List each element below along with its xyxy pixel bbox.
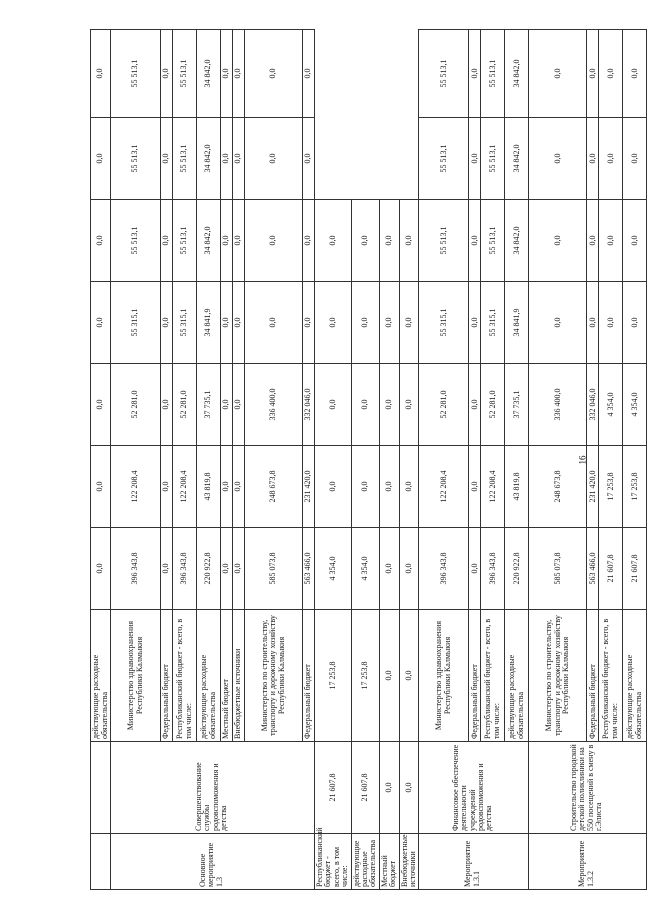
amount-cell: 0,0 [529,30,587,118]
amount-cell: 0,0 [315,200,352,282]
amount-cell: 231 420,0 [587,446,599,528]
amount-cell: 0,0 [303,118,315,200]
funding-source: Местный бюджет [221,610,233,742]
amount-cell: 4 354,0 [623,364,647,446]
amount-cell: 0,0 [599,30,623,118]
amount-cell: 55 513,1 [173,200,197,282]
amount-cell: 55 513,1 [481,200,505,282]
amount-cell: 0,0 [399,282,419,364]
amount-cell: 0,0 [303,282,315,364]
amount-cell: 0,0 [469,282,481,364]
amount-cell: 220 922,8 [505,528,529,610]
table-row [419,30,469,890]
amount-cell: 55 315,1 [419,282,469,364]
amount-cell: 0,0 [245,282,303,364]
event-name-cell [91,742,111,834]
funding-source: Федеральный бюджет [587,610,599,742]
event-number-cell [419,834,529,890]
amount-cell: 336 400,0 [529,364,587,446]
event-name-cell [111,742,315,834]
table-row [351,30,379,890]
amount-cell: 332 046,0 [587,364,599,446]
amount-cell: 0,0 [587,200,599,282]
amount-cell: 55 315,1 [481,282,505,364]
amount-cell: 55 513,1 [481,118,505,200]
funding-source: Республиканский бюджет - всего, в том числе: [173,610,197,742]
amount-cell: 0,0 [245,118,303,200]
amount-cell: 55 513,1 [111,200,161,282]
amount-cell: 0,0 [623,282,647,364]
event-number: Основное мероприятие 1.3 [197,842,224,887]
event-number: Мероприятие 1.3.2 [577,840,595,887]
amount-cell: 55 513,1 [111,118,161,200]
amount-cell: 0,0 [469,200,481,282]
amount-cell: 0,0 [91,282,111,364]
amount-cell: 52 281,0 [419,364,469,446]
funding-source: Министерство по строительству, транспорту и дорожному хозяйству Республики Калмыкия [245,610,303,742]
amount-cell: 4 354,0 [351,528,379,610]
rotated-table-wrapper [90,30,643,890]
amount-cell: 0,0 [303,30,315,118]
amount-cell: 0,0 [379,200,399,282]
amount-cell: 0,0 [587,30,599,118]
amount-cell: 0,0 [315,282,352,364]
funding-source: Федеральный бюджет [161,610,173,742]
amount-cell: 0,0 [399,200,419,282]
amount-cell: 0,0 [91,446,111,528]
amount-cell: 0,0 [233,446,245,528]
amount-cell: 0,0 [233,528,245,610]
amount-cell: 0,0 [469,364,481,446]
amount-cell: 585 073,8 [529,528,587,610]
amount-cell: 0,0 [379,610,399,742]
amount-cell: 0,0 [221,118,233,200]
amount-cell: 122 208,4 [419,446,469,528]
amount-cell: 0,0 [221,30,233,118]
amount-cell: 0,0 [469,118,481,200]
table-row [91,30,111,890]
amount-cell: 0,0 [315,446,352,528]
amount-cell: 0,0 [587,118,599,200]
amount-cell: 0,0 [587,282,599,364]
amount-cell: 0,0 [379,528,399,610]
amount-cell: 34 842,0 [197,118,221,200]
amount-cell: 0,0 [399,446,419,528]
amount-cell: 122 208,4 [111,446,161,528]
amount-cell: 0,0 [91,364,111,446]
funding-source: действующие расходные обязательства [623,610,647,742]
amount-cell: 0,0 [315,364,352,446]
table-row [111,30,161,890]
amount-cell: 0,0 [161,200,173,282]
amount-cell: 0,0 [161,528,173,610]
amount-cell: 0,0 [379,282,399,364]
funding-source: Министерство здравоохранения Республики Калмыкия [111,610,161,742]
amount-cell: 34 842,0 [505,118,529,200]
amount-cell: 0,0 [599,282,623,364]
amount-cell: 17 253,8 [623,446,647,528]
event-name: Совершенствование службы родовспоможения и детства [193,762,228,831]
amount-cell: 34 842,0 [197,200,221,282]
funding-source: Внебюджетные источники [399,834,419,890]
amount-cell: 0,0 [399,742,419,834]
amount-cell: 55 513,1 [481,30,505,118]
funding-source: Республиканский бюджет - всего, в том числе: [599,610,623,742]
amount-cell: 396 343,8 [111,528,161,610]
amount-cell: 0,0 [91,118,111,200]
event-name: Финансовое обеспечение деятельности учреждений родовспоможения и детства [450,744,494,831]
amount-cell: 21 607,8 [351,742,379,834]
event-number-cell [529,834,647,890]
amount-cell: 55 513,1 [173,30,197,118]
amount-cell: 563 466,0 [303,528,315,610]
amount-cell: 21 607,8 [599,528,623,610]
amount-cell: 0,0 [221,364,233,446]
amount-cell: 0,0 [91,200,111,282]
amount-cell: 0,0 [245,30,303,118]
amount-cell: 52 281,0 [173,364,197,446]
amount-cell: 52 281,0 [481,364,505,446]
amount-cell: 0,0 [379,742,399,834]
budget-table-body [91,30,647,890]
amount-cell: 55 513,1 [111,30,161,118]
amount-cell: 336 400,0 [245,364,303,446]
amount-cell: 55 315,1 [111,282,161,364]
amount-cell: 21 607,8 [315,742,352,834]
amount-cell: 52 281,0 [111,364,161,446]
amount-cell: 17 253,8 [315,610,352,742]
funding-source: Министерство по строительству, транспорту и дорожному хозяйству Республики Калмыкия [529,610,587,742]
amount-cell: 0,0 [91,30,111,118]
amount-cell: 55 513,1 [173,118,197,200]
amount-cell: 0,0 [161,30,173,118]
amount-cell: 0,0 [233,282,245,364]
amount-cell: 0,0 [233,118,245,200]
funding-source: действующие расходные обязательства [505,610,529,742]
amount-cell: 563 466,0 [587,528,599,610]
amount-cell: 0,0 [529,118,587,200]
funding-source: Министерство здравоохранения Республики Калмыкия [419,610,469,742]
amount-cell: 396 343,8 [419,528,469,610]
amount-cell: 0,0 [351,282,379,364]
amount-cell: 34 842,0 [505,200,529,282]
amount-cell: 0,0 [399,528,419,610]
amount-cell: 0,0 [623,200,647,282]
amount-cell: 34 842,0 [505,30,529,118]
event-number-cell [111,834,315,890]
amount-cell: 585 073,8 [245,528,303,610]
amount-cell: 396 343,8 [481,528,505,610]
amount-cell: 43 819,8 [197,446,221,528]
event-number: Мероприятие 1.3.1 [463,840,481,887]
event-name: Строительство городской детской поликлиники на 550 посещений в смену в г.Элиста [569,744,604,831]
amount-cell: 0,0 [529,282,587,364]
budget-table [90,29,647,890]
amount-cell: 0,0 [221,282,233,364]
amount-cell: 34 842,0 [197,30,221,118]
amount-cell: 55 513,1 [419,30,469,118]
amount-cell: 0,0 [233,364,245,446]
amount-cell: 122 208,4 [481,446,505,528]
amount-cell: 0,0 [161,446,173,528]
amount-cell: 0,0 [161,282,173,364]
amount-cell: 0,0 [221,528,233,610]
amount-cell: 0,0 [379,446,399,528]
amount-cell: 0,0 [161,118,173,200]
amount-cell: 21 607,8 [623,528,647,610]
amount-cell: 0,0 [599,200,623,282]
table-row [379,30,399,890]
event-name-cell [529,742,647,834]
amount-cell: 332 046,0 [303,364,315,446]
amount-cell: 17 253,8 [599,446,623,528]
amount-cell: 248 673,8 [245,446,303,528]
amount-cell: 37 735,1 [197,364,221,446]
amount-cell: 55 315,1 [173,282,197,364]
amount-cell: 0,0 [351,200,379,282]
funding-source: действующие расходные обязательства [91,610,111,742]
amount-cell: 4 354,0 [599,364,623,446]
amount-cell: 248 673,8 [529,446,587,528]
event-number-cell [91,834,111,890]
amount-cell: 0,0 [599,118,623,200]
amount-cell: 0,0 [469,446,481,528]
amount-cell: 34 841,9 [505,282,529,364]
amount-cell: 17 253,8 [351,610,379,742]
amount-cell: 220 922,8 [197,528,221,610]
amount-cell: 0,0 [221,200,233,282]
amount-cell: 0,0 [91,528,111,610]
amount-cell: 0,0 [623,30,647,118]
event-name-cell [419,742,529,834]
amount-cell: 0,0 [469,528,481,610]
amount-cell: 4 354,0 [315,528,352,610]
amount-cell: 55 513,1 [419,118,469,200]
funding-source: действующие расходные обязательства [197,610,221,742]
amount-cell: 0,0 [351,364,379,446]
table-row [399,30,419,890]
amount-cell: 396 343,8 [173,528,197,610]
funding-source: Федеральный бюджет [469,610,481,742]
amount-cell: 0,0 [233,30,245,118]
amount-cell: 0,0 [303,200,315,282]
funding-source: действующие расходные обязательства [351,834,379,890]
amount-cell: 0,0 [221,446,233,528]
amount-cell: 34 841,9 [197,282,221,364]
funding-source: Местный бюджет [379,834,399,890]
amount-cell: 37 735,1 [505,364,529,446]
amount-cell: 0,0 [399,364,419,446]
amount-cell: 0,0 [161,364,173,446]
amount-cell: 0,0 [623,118,647,200]
funding-source: Федеральный бюджет [303,610,315,742]
funding-source: Республиканский бюджет - всего, в том числе: [315,834,352,890]
amount-cell: 0,0 [469,30,481,118]
amount-cell: 0,0 [399,610,419,742]
funding-source: Внебюджетные источники [233,610,245,742]
amount-cell: 55 513,1 [419,200,469,282]
amount-cell: 43 819,8 [505,446,529,528]
amount-cell: 0,0 [233,200,245,282]
amount-cell: 122 208,4 [173,446,197,528]
table-row [315,30,352,890]
amount-cell: 0,0 [245,200,303,282]
funding-source: Республиканский бюджет - всего, в том числе: [481,610,505,742]
amount-cell: 231 420,0 [303,446,315,528]
amount-cell: 0,0 [379,364,399,446]
amount-cell: 0,0 [529,200,587,282]
amount-cell: 0,0 [351,446,379,528]
page-number: 16 [577,455,588,465]
